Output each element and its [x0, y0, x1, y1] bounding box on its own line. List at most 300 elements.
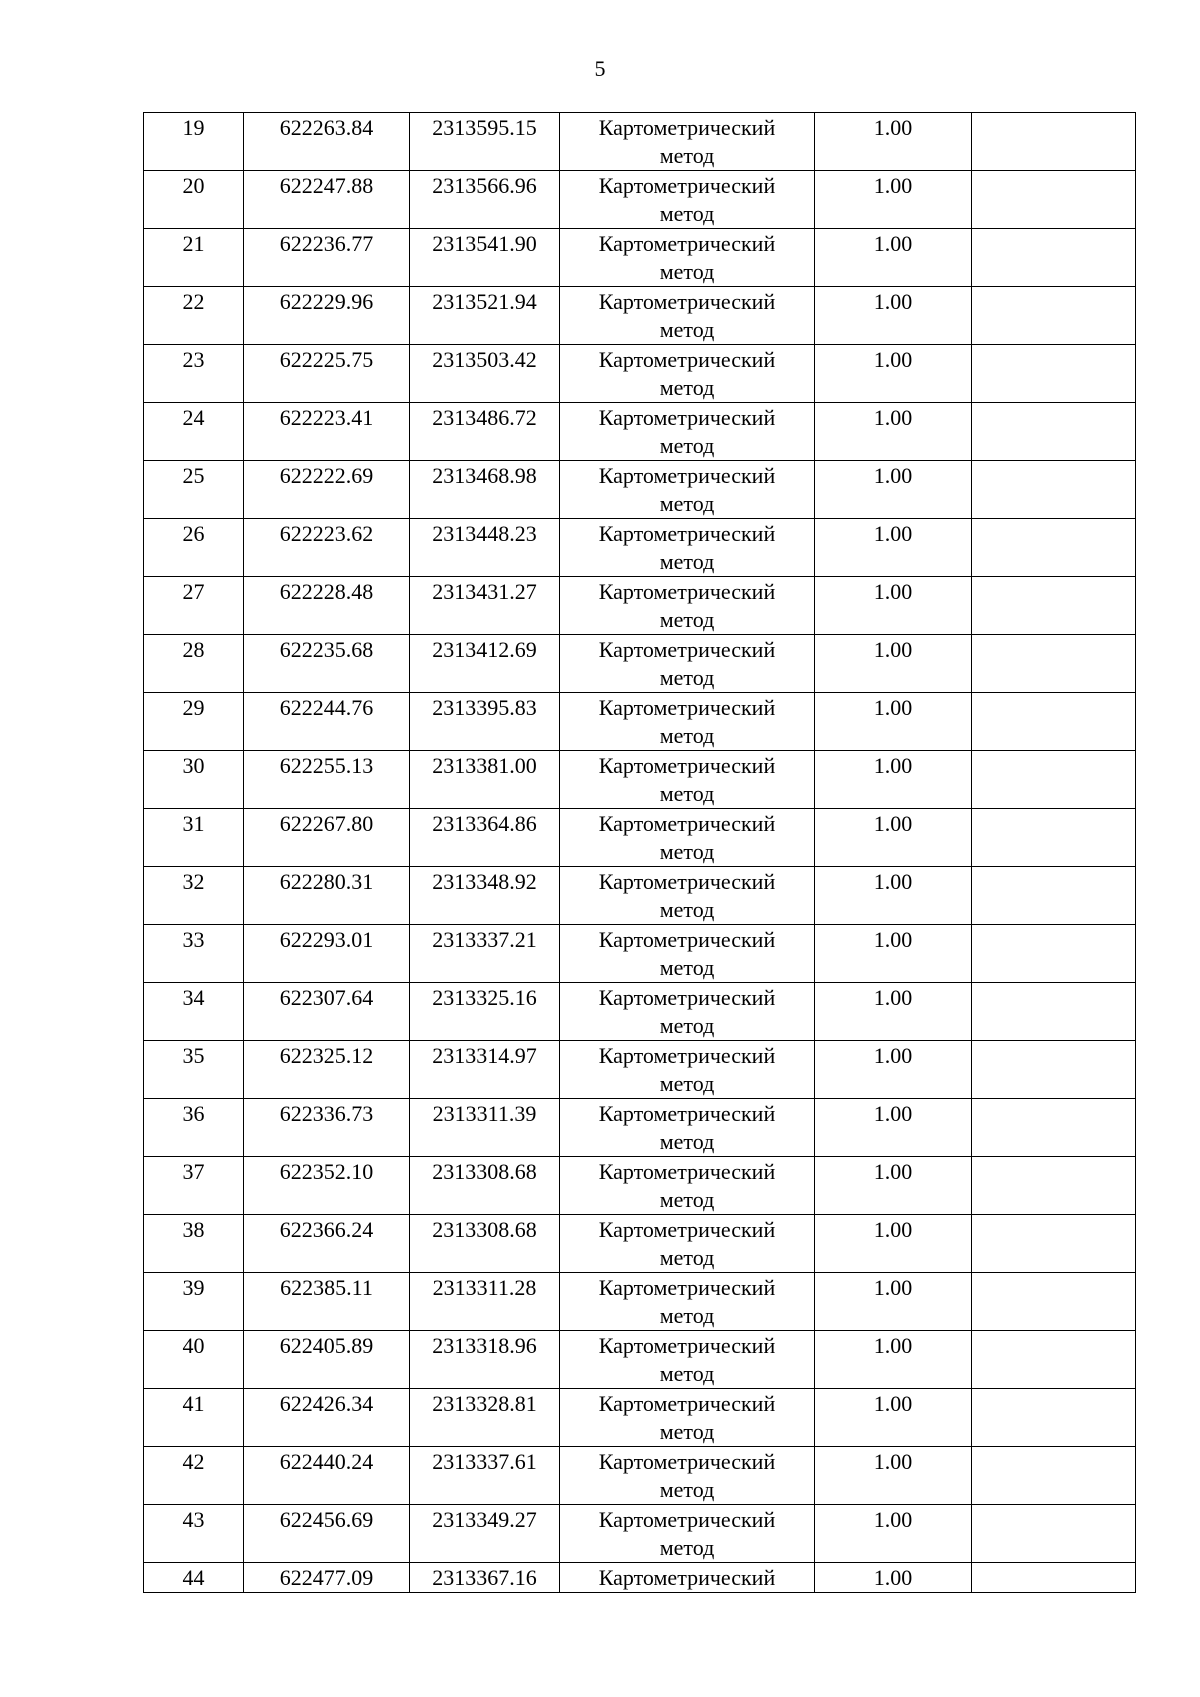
table-row	[144, 925, 1136, 983]
x-coordinate-text: 622255.13	[279, 753, 374, 778]
note-cell	[972, 577, 1136, 635]
table-row	[144, 867, 1136, 925]
point-number-cell	[144, 925, 244, 983]
x-coordinate-cell	[244, 403, 410, 461]
note-cell	[972, 635, 1136, 693]
accuracy-text: 1.00	[873, 1507, 913, 1532]
y-coordinate-text: 2313308.68	[432, 1159, 537, 1184]
note-cell	[972, 1563, 1136, 1593]
note-text	[972, 1331, 1135, 1332]
y-coordinate-text: 2313348.92	[432, 869, 537, 894]
x-coordinate-text: 622325.12	[279, 1043, 374, 1068]
x-coordinate-cell	[244, 1273, 410, 1331]
y-coordinate-cell	[410, 171, 560, 229]
x-coordinate-cell	[244, 1389, 410, 1447]
note-text	[972, 113, 1135, 114]
x-coordinate-text: 622336.73	[279, 1101, 374, 1126]
y-coordinate-cell	[410, 229, 560, 287]
method-text: Картометрический метод	[598, 231, 776, 284]
method-cell	[560, 171, 815, 229]
y-coordinate-cell	[410, 461, 560, 519]
accuracy-cell	[815, 1447, 972, 1505]
method-cell	[560, 461, 815, 519]
y-coordinate-text: 2313364.86	[432, 811, 537, 836]
x-coordinate-text: 622247.88	[279, 173, 374, 198]
method-cell	[560, 751, 815, 809]
method-cell	[560, 113, 815, 171]
point-number-cell	[144, 1273, 244, 1331]
accuracy-text: 1.00	[873, 753, 913, 778]
x-coordinate-text: 622405.89	[279, 1333, 374, 1358]
accuracy-cell	[815, 577, 972, 635]
point-number-cell	[144, 1099, 244, 1157]
method-text: Картометрический метод	[598, 579, 776, 632]
note-text	[972, 1215, 1135, 1216]
method-cell	[560, 1099, 815, 1157]
y-coordinate-cell	[410, 635, 560, 693]
point-number-text: 20	[182, 173, 205, 198]
table-row	[144, 461, 1136, 519]
accuracy-text: 1.00	[873, 463, 913, 488]
x-coordinate-text: 622222.69	[279, 463, 374, 488]
accuracy-text: 1.00	[873, 1275, 913, 1300]
x-coordinate-text: 622225.75	[279, 347, 374, 372]
x-coordinate-cell	[244, 1041, 410, 1099]
x-coordinate-text: 622293.01	[279, 927, 374, 952]
point-number-text: 29	[182, 695, 205, 720]
method-text: Картометрический метод	[598, 1449, 776, 1502]
table-row	[144, 345, 1136, 403]
accuracy-text: 1.00	[873, 695, 913, 720]
point-number-cell	[144, 693, 244, 751]
x-coordinate-cell	[244, 693, 410, 751]
x-coordinate-text: 622280.31	[279, 869, 374, 894]
x-coordinate-cell	[244, 519, 410, 577]
note-text	[972, 925, 1135, 926]
accuracy-text: 1.00	[873, 1449, 913, 1474]
method-text: Картометрический метод	[598, 637, 776, 690]
method-text: Картометрический метод	[598, 927, 776, 980]
point-number-cell	[144, 1157, 244, 1215]
y-coordinate-text: 2313412.69	[432, 637, 537, 662]
y-coordinate-cell	[410, 287, 560, 345]
method-text: Картометрический метод	[598, 347, 776, 400]
accuracy-cell	[815, 1331, 972, 1389]
y-coordinate-cell	[410, 345, 560, 403]
accuracy-cell	[815, 403, 972, 461]
y-coordinate-text: 2313448.23	[432, 521, 537, 546]
accuracy-text: 1.00	[873, 1217, 913, 1242]
note-text	[972, 287, 1135, 288]
note-text	[972, 519, 1135, 520]
y-coordinate-text: 2313468.98	[432, 463, 537, 488]
accuracy-cell	[815, 635, 972, 693]
x-coordinate-text: 622307.64	[279, 985, 374, 1010]
x-coordinate-text: 622440.24	[279, 1449, 374, 1474]
table-row	[144, 519, 1136, 577]
table-row	[144, 1273, 1136, 1331]
x-coordinate-cell	[244, 1215, 410, 1273]
method-text: Картометрический метод	[598, 1043, 776, 1096]
method-cell	[560, 1389, 815, 1447]
accuracy-cell	[815, 1099, 972, 1157]
accuracy-cell	[815, 519, 972, 577]
y-coordinate-text: 2313311.28	[432, 1275, 537, 1300]
point-number-text: 26	[182, 521, 205, 546]
accuracy-text: 1.00	[873, 347, 913, 372]
accuracy-text: 1.00	[873, 405, 913, 430]
method-cell	[560, 925, 815, 983]
y-coordinate-text: 2313486.72	[432, 405, 537, 430]
method-text: Картометрический	[598, 1565, 776, 1590]
y-coordinate-cell	[410, 809, 560, 867]
note-cell	[972, 287, 1136, 345]
table-row	[144, 1563, 1136, 1593]
method-text: Картометрический метод	[598, 463, 776, 516]
point-number-text: 24	[182, 405, 205, 430]
accuracy-text: 1.00	[873, 869, 913, 894]
note-text	[972, 1447, 1135, 1448]
note-cell	[972, 1215, 1136, 1273]
point-number-cell	[144, 809, 244, 867]
y-coordinate-cell	[410, 1505, 560, 1563]
accuracy-cell	[815, 1273, 972, 1331]
accuracy-text: 1.00	[873, 231, 913, 256]
x-coordinate-text: 622366.24	[279, 1217, 374, 1242]
note-cell	[972, 1099, 1136, 1157]
y-coordinate-text: 2313395.83	[432, 695, 537, 720]
point-number-text: 25	[182, 463, 205, 488]
point-number-text: 33	[182, 927, 205, 952]
method-text: Картометрический метод	[598, 811, 776, 864]
note-text	[972, 1041, 1135, 1042]
method-cell	[560, 229, 815, 287]
method-text: Картометрический метод	[598, 695, 776, 748]
y-coordinate-text: 2313566.96	[432, 173, 537, 198]
note-cell	[972, 925, 1136, 983]
table-row	[144, 1331, 1136, 1389]
note-text	[972, 345, 1135, 346]
point-number-text: 22	[182, 289, 205, 314]
note-text	[972, 635, 1135, 636]
method-text: Картометрический метод	[598, 869, 776, 922]
table-row	[144, 113, 1136, 171]
x-coordinate-text: 622267.80	[279, 811, 374, 836]
table-row	[144, 403, 1136, 461]
x-coordinate-text: 622223.41	[279, 405, 374, 430]
method-cell	[560, 287, 815, 345]
y-coordinate-cell	[410, 577, 560, 635]
y-coordinate-cell	[410, 1273, 560, 1331]
accuracy-text: 1.00	[873, 289, 913, 314]
method-cell	[560, 635, 815, 693]
y-coordinate-text: 2313311.39	[432, 1101, 537, 1126]
y-coordinate-text: 2313318.96	[432, 1333, 537, 1358]
method-cell	[560, 693, 815, 751]
point-number-text: 37	[182, 1159, 205, 1184]
accuracy-text: 1.00	[873, 1333, 913, 1358]
point-number-cell	[144, 1389, 244, 1447]
note-cell	[972, 1447, 1136, 1505]
x-coordinate-cell	[244, 867, 410, 925]
note-cell	[972, 1389, 1136, 1447]
note-cell	[972, 1041, 1136, 1099]
y-coordinate-text: 2313349.27	[432, 1507, 537, 1532]
point-number-cell	[144, 403, 244, 461]
method-cell	[560, 983, 815, 1041]
table-row	[144, 983, 1136, 1041]
y-coordinate-text: 2313308.68	[432, 1217, 537, 1242]
x-coordinate-text: 622235.68	[279, 637, 374, 662]
table-row	[144, 1505, 1136, 1563]
accuracy-text: 1.00	[873, 637, 913, 662]
note-text	[972, 461, 1135, 462]
x-coordinate-cell	[244, 635, 410, 693]
table-row	[144, 287, 1136, 345]
note-cell	[972, 229, 1136, 287]
method-cell	[560, 1505, 815, 1563]
x-coordinate-text: 622263.84	[279, 115, 374, 140]
point-number-cell	[144, 1563, 244, 1593]
point-number-text: 34	[182, 985, 205, 1010]
x-coordinate-text: 622228.48	[279, 579, 374, 604]
note-text	[972, 1563, 1135, 1564]
note-cell	[972, 1331, 1136, 1389]
x-coordinate-cell	[244, 983, 410, 1041]
y-coordinate-cell	[410, 751, 560, 809]
x-coordinate-text: 622236.77	[279, 231, 374, 256]
point-number-cell	[144, 113, 244, 171]
x-coordinate-cell	[244, 1505, 410, 1563]
table-row	[144, 1447, 1136, 1505]
method-cell	[560, 1563, 815, 1593]
note-text	[972, 171, 1135, 172]
y-coordinate-cell	[410, 1389, 560, 1447]
method-cell	[560, 345, 815, 403]
method-cell	[560, 1447, 815, 1505]
method-text: Картометрический метод	[598, 521, 776, 574]
note-text	[972, 1157, 1135, 1158]
accuracy-cell	[815, 1157, 972, 1215]
accuracy-text: 1.00	[873, 1565, 913, 1590]
point-number-cell	[144, 1215, 244, 1273]
x-coordinate-cell	[244, 1157, 410, 1215]
y-coordinate-text: 2313521.94	[432, 289, 537, 314]
table-row	[144, 809, 1136, 867]
page-number: 5	[594, 56, 606, 81]
point-number-cell	[144, 577, 244, 635]
point-number-text: 44	[182, 1565, 205, 1590]
point-number-text: 21	[182, 231, 205, 256]
point-number-text: 28	[182, 637, 205, 662]
x-coordinate-text: 622244.76	[279, 695, 374, 720]
x-coordinate-cell	[244, 1447, 410, 1505]
point-number-text: 36	[182, 1101, 205, 1126]
note-cell	[972, 983, 1136, 1041]
accuracy-text: 1.00	[873, 115, 913, 140]
point-number-cell	[144, 519, 244, 577]
accuracy-text: 1.00	[873, 1043, 913, 1068]
x-coordinate-cell	[244, 577, 410, 635]
method-cell	[560, 577, 815, 635]
accuracy-text: 1.00	[873, 927, 913, 952]
y-coordinate-cell	[410, 519, 560, 577]
point-number-cell	[144, 229, 244, 287]
x-coordinate-cell	[244, 925, 410, 983]
accuracy-cell	[815, 461, 972, 519]
note-cell	[972, 751, 1136, 809]
point-number-text: 19	[182, 115, 205, 140]
accuracy-cell	[815, 925, 972, 983]
method-text: Картометрический метод	[598, 1217, 776, 1270]
accuracy-cell	[815, 1041, 972, 1099]
note-text	[972, 1505, 1135, 1506]
accuracy-cell	[815, 983, 972, 1041]
y-coordinate-text: 2313314.97	[432, 1043, 537, 1068]
y-coordinate-cell	[410, 1331, 560, 1389]
note-text	[972, 577, 1135, 578]
point-number-cell	[144, 461, 244, 519]
accuracy-text: 1.00	[873, 579, 913, 604]
point-number-text: 39	[182, 1275, 205, 1300]
note-text	[972, 809, 1135, 810]
accuracy-cell	[815, 345, 972, 403]
point-number-text: 35	[182, 1043, 205, 1068]
point-number-text: 27	[182, 579, 205, 604]
point-number-text: 43	[182, 1507, 205, 1532]
note-text	[972, 751, 1135, 752]
note-cell	[972, 171, 1136, 229]
note-text	[972, 1273, 1135, 1274]
method-text: Картометрический метод	[598, 289, 776, 342]
method-text: Картометрический метод	[598, 1159, 776, 1212]
x-coordinate-cell	[244, 461, 410, 519]
y-coordinate-text: 2313337.21	[432, 927, 537, 952]
note-cell	[972, 1505, 1136, 1563]
accuracy-cell	[815, 1215, 972, 1273]
x-coordinate-cell	[244, 171, 410, 229]
note-text	[972, 867, 1135, 868]
y-coordinate-cell	[410, 983, 560, 1041]
note-text	[972, 983, 1135, 984]
x-coordinate-text: 622426.34	[279, 1391, 374, 1416]
accuracy-cell	[815, 229, 972, 287]
note-text	[972, 1099, 1135, 1100]
point-number-cell	[144, 1447, 244, 1505]
table-row	[144, 1041, 1136, 1099]
accuracy-cell	[815, 1563, 972, 1593]
y-coordinate-text: 2313328.81	[432, 1391, 537, 1416]
point-number-cell	[144, 635, 244, 693]
point-number-text: 23	[182, 347, 205, 372]
accuracy-cell	[815, 171, 972, 229]
x-coordinate-cell	[244, 809, 410, 867]
y-coordinate-cell	[410, 1563, 560, 1593]
y-coordinate-cell	[410, 1041, 560, 1099]
method-text: Картометрический метод	[598, 1507, 776, 1560]
method-cell	[560, 809, 815, 867]
y-coordinate-cell	[410, 113, 560, 171]
point-number-cell	[144, 867, 244, 925]
table-row	[144, 577, 1136, 635]
point-number-cell	[144, 287, 244, 345]
x-coordinate-text: 622229.96	[279, 289, 374, 314]
x-coordinate-cell	[244, 287, 410, 345]
point-number-cell	[144, 1041, 244, 1099]
coordinates-table	[143, 112, 1136, 1593]
method-text: Картометрический метод	[598, 115, 776, 168]
note-cell	[972, 345, 1136, 403]
accuracy-cell	[815, 287, 972, 345]
accuracy-text: 1.00	[873, 811, 913, 836]
y-coordinate-text: 2313503.42	[432, 347, 537, 372]
x-coordinate-cell	[244, 345, 410, 403]
note-cell	[972, 867, 1136, 925]
table-body	[144, 113, 1136, 1593]
table-row	[144, 1099, 1136, 1157]
point-number-text: 40	[182, 1333, 205, 1358]
table-row	[144, 635, 1136, 693]
accuracy-cell	[815, 113, 972, 171]
note-text	[972, 403, 1135, 404]
y-coordinate-cell	[410, 1157, 560, 1215]
y-coordinate-cell	[410, 1099, 560, 1157]
y-coordinate-text: 2313337.61	[432, 1449, 537, 1474]
table-row	[144, 1157, 1136, 1215]
x-coordinate-cell	[244, 751, 410, 809]
point-number-text: 32	[182, 869, 205, 894]
x-coordinate-cell	[244, 1331, 410, 1389]
point-number-cell	[144, 1331, 244, 1389]
note-cell	[972, 809, 1136, 867]
point-number-cell	[144, 983, 244, 1041]
note-cell	[972, 1157, 1136, 1215]
point-number-cell	[144, 345, 244, 403]
method-cell	[560, 1215, 815, 1273]
method-cell	[560, 1331, 815, 1389]
accuracy-cell	[815, 751, 972, 809]
method-text: Картометрический метод	[598, 1333, 776, 1386]
point-number-text: 38	[182, 1217, 205, 1242]
table-row	[144, 1215, 1136, 1273]
method-cell	[560, 403, 815, 461]
y-coordinate-cell	[410, 925, 560, 983]
method-cell	[560, 867, 815, 925]
y-coordinate-text: 2313431.27	[432, 579, 537, 604]
y-coordinate-text: 2313541.90	[432, 231, 537, 256]
x-coordinate-cell	[244, 1563, 410, 1593]
accuracy-cell	[815, 1389, 972, 1447]
table-row	[144, 229, 1136, 287]
accuracy-text: 1.00	[873, 173, 913, 198]
y-coordinate-cell	[410, 693, 560, 751]
point-number-text: 30	[182, 753, 205, 778]
y-coordinate-text: 2313367.16	[432, 1565, 537, 1590]
x-coordinate-cell	[244, 229, 410, 287]
point-number-cell	[144, 1505, 244, 1563]
note-cell	[972, 519, 1136, 577]
x-coordinate-cell	[244, 113, 410, 171]
note-cell	[972, 461, 1136, 519]
x-coordinate-text: 622352.10	[279, 1159, 374, 1184]
accuracy-text: 1.00	[873, 985, 913, 1010]
method-cell	[560, 1273, 815, 1331]
point-number-cell	[144, 171, 244, 229]
note-text	[972, 693, 1135, 694]
accuracy-text: 1.00	[873, 1391, 913, 1416]
method-cell	[560, 1157, 815, 1215]
accuracy-cell	[815, 1505, 972, 1563]
